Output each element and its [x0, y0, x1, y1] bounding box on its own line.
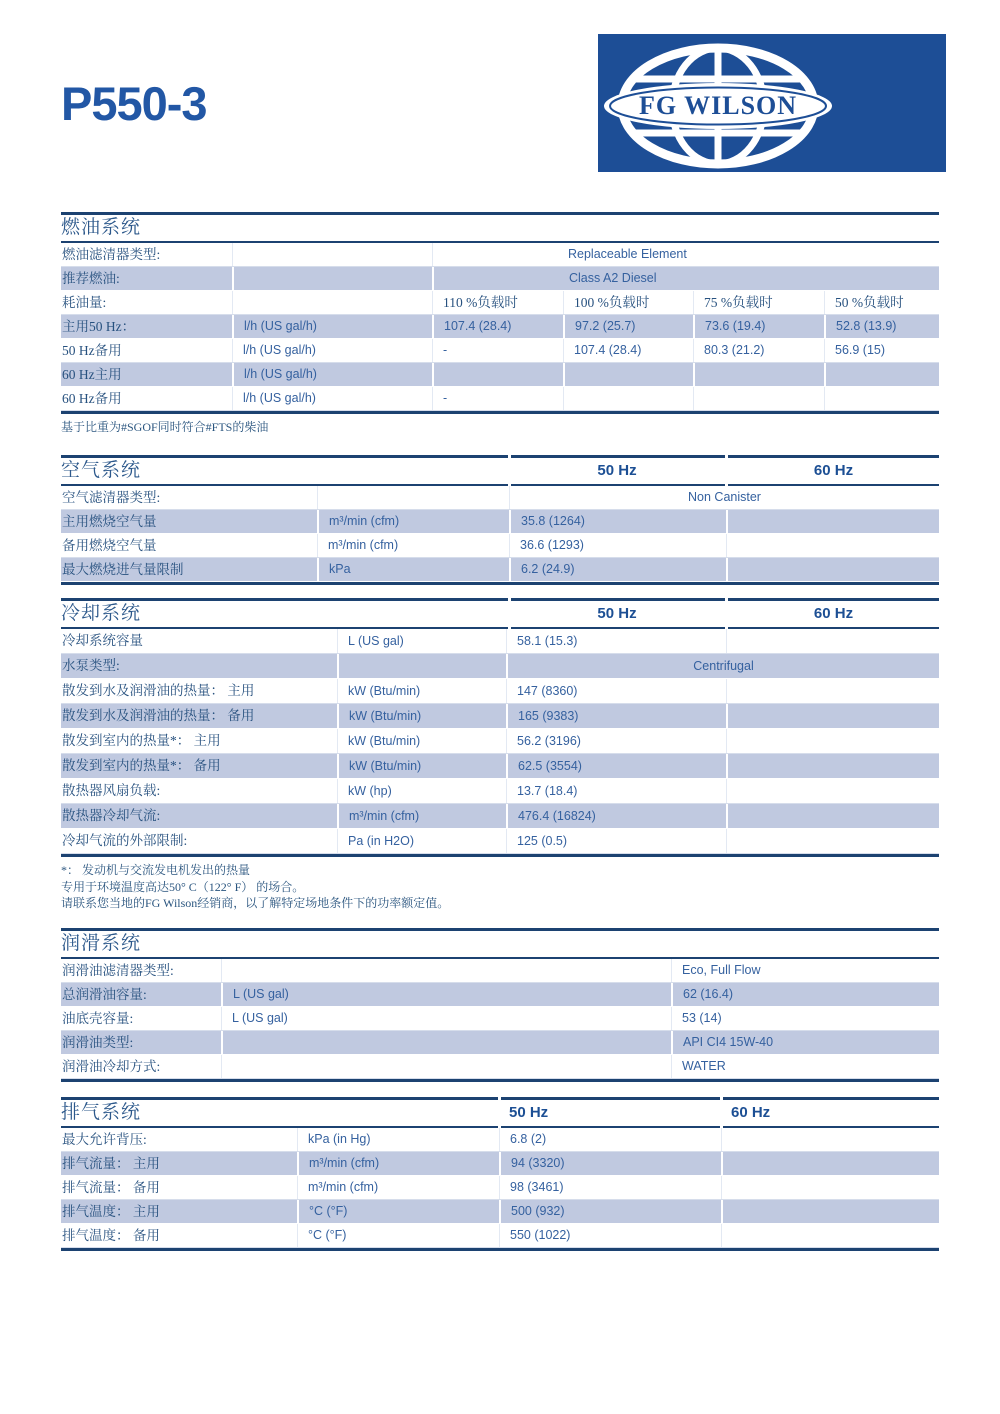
table-row: [61, 534, 939, 558]
unit-cell: kW (Btu/min): [337, 754, 506, 778]
value-cell: 73.6 (19.4): [693, 315, 824, 338]
value-cell: [726, 558, 939, 581]
unit-cell: L (US gal): [221, 1007, 671, 1030]
row-label: 主用50 Hz：: [62, 319, 136, 334]
value-cell: [824, 363, 939, 386]
unit-cell: kPa (in Hg): [297, 1128, 499, 1151]
lubrication-system-section: [61, 928, 939, 1082]
table-row: [61, 1128, 939, 1152]
unit-cell: kPa: [317, 558, 509, 581]
value-cell: [726, 510, 939, 533]
unit-cell: kW (Btu/min): [337, 704, 506, 728]
value-cell: [721, 1224, 939, 1247]
value-cell: [721, 1152, 939, 1175]
fuel-table: [61, 243, 939, 411]
value-cell: 550 (1022): [499, 1224, 721, 1247]
table-row: [61, 829, 939, 854]
value-cell: 476.4 (16824): [506, 804, 726, 828]
table-row: [61, 558, 939, 582]
table-row: [61, 339, 939, 363]
lubrication-table: [61, 959, 939, 1079]
logo-text: FG WILSON: [638, 91, 798, 120]
value-cell: Class A2 Diesel: [432, 267, 939, 290]
value-cell: [726, 754, 939, 778]
table-footnote: *： 发动机与交流发电机发出的热量: [61, 863, 251, 877]
unit-cell: [337, 654, 506, 678]
value-cell: [726, 804, 939, 828]
value-cell: 125 (0.5): [506, 829, 726, 853]
value-cell: 107.4 (28.4): [563, 339, 693, 362]
row-label: 主用燃烧空气量: [62, 514, 157, 529]
table-row: [61, 679, 939, 704]
value-cell: 147 (8360): [506, 679, 726, 703]
content-area: [61, 0, 939, 1414]
value-cell: [726, 679, 939, 703]
table-footnote: 专用于环境温度高达50° C（122° F） 的场合。: [61, 879, 305, 894]
table-row: [61, 804, 939, 829]
table-row: [61, 363, 939, 387]
value-cell: 98 (3461): [499, 1176, 721, 1199]
row-label: 冷却系统容量: [62, 633, 143, 648]
divider: [61, 1248, 939, 1251]
value-cell: [726, 534, 939, 557]
table-row: [61, 1200, 939, 1224]
section-title: 排气系统: [61, 1102, 142, 1123]
table-row: [61, 983, 939, 1007]
table-row: [61, 1224, 939, 1248]
row-label: 水泵类型:: [62, 658, 120, 673]
value-cell: [721, 1176, 939, 1199]
divider: [61, 854, 939, 857]
row-label: 散发到水及润滑油的热量： 备用: [62, 708, 255, 723]
column-header-60hz: 60 Hz: [813, 462, 854, 479]
value-cell: [693, 363, 824, 386]
unit-cell: [232, 267, 432, 290]
exhaust-system-section: [61, 1097, 939, 1251]
unit-cell: kW (hp): [337, 779, 506, 803]
unit-cell: [221, 1031, 671, 1054]
column-header-50hz: 50 Hz: [509, 1104, 549, 1121]
value-cell: 110 %负载时: [432, 291, 563, 314]
table-footnote: 请联系您当地的FG Wilson经销商，以了解特定场地条件下的功率额定值。: [61, 896, 450, 910]
row-label: 60 Hz主用: [62, 367, 122, 382]
table-row: [61, 1007, 939, 1031]
table-row: [61, 1176, 939, 1200]
value-cell: Replaceable Element: [432, 243, 939, 266]
value-cell: 35.8 (1264): [509, 510, 726, 533]
row-label: 散发到室内的热量*： 备用: [62, 758, 221, 773]
row-label: 60 Hz备用: [62, 391, 122, 406]
unit-cell: [317, 486, 509, 509]
table-row: [61, 959, 939, 983]
table-row: [61, 729, 939, 754]
value-cell: 165 (9383): [506, 704, 726, 728]
value-cell: 107.4 (28.4): [432, 315, 563, 338]
value-cell: 50 %负载时: [824, 291, 939, 314]
row-label: 润滑油冷却方式:: [62, 1059, 161, 1074]
section-title: 空气系统: [61, 460, 142, 481]
value-cell: Centrifugal: [506, 654, 939, 678]
value-cell: 80.3 (21.2): [693, 339, 824, 362]
value-cell: 56.2 (3196): [506, 729, 726, 753]
section-title: 燃油系统: [61, 217, 142, 238]
value-cell: 62.5 (3554): [506, 754, 726, 778]
value-cell: Eco, Full Flow: [671, 959, 939, 982]
value-cell: [721, 1200, 939, 1223]
value-cell: 94 (3320): [499, 1152, 721, 1175]
cooling-table: [61, 629, 939, 854]
value-cell: [726, 829, 939, 853]
table-row: [61, 315, 939, 339]
value-cell: 500 (932): [499, 1200, 721, 1223]
table-row: [61, 1152, 939, 1176]
table-row: [61, 291, 939, 315]
value-cell: [726, 704, 939, 728]
table-row: [61, 779, 939, 804]
value-cell: [432, 363, 563, 386]
table-row: [61, 267, 939, 291]
unit-cell: L (US gal): [337, 629, 506, 653]
divider: [61, 1079, 939, 1082]
row-label: 最大允许背压:: [62, 1132, 147, 1147]
value-cell: [721, 1128, 939, 1151]
unit-cell: m³/min (cfm): [317, 510, 509, 533]
divider: [61, 582, 939, 585]
row-label: 排气流量： 备用: [62, 1180, 160, 1195]
table-row: [61, 704, 939, 729]
page-title: P550-3: [61, 77, 207, 130]
value-cell: 13.7 (18.4): [506, 779, 726, 803]
value-cell: 75 %负载时: [693, 291, 824, 314]
unit-cell: m³/min (cfm): [337, 804, 506, 828]
row-label: 排气温度： 主用: [62, 1204, 160, 1219]
table-row: [61, 1055, 939, 1079]
unit-cell: [232, 291, 432, 314]
unit-cell: °C (°F): [297, 1224, 499, 1247]
air-system-section: [61, 455, 939, 585]
table-row: [61, 1031, 939, 1055]
divider: [61, 411, 939, 414]
section-title: 润滑系统: [61, 933, 142, 954]
column-header-50hz: 50 Hz: [597, 462, 637, 479]
row-label: 散热器冷却气流:: [62, 808, 161, 823]
unit-cell: °C (°F): [297, 1200, 499, 1223]
table-footnote: 基于比重为#SGOF同时符合#FTS的柴油: [61, 420, 269, 434]
exhaust-table: [61, 1128, 939, 1248]
fuel-system-section: [61, 212, 939, 436]
unit-cell: kW (Btu/min): [337, 729, 506, 753]
row-label: 最大燃烧进气量限制: [62, 562, 184, 577]
value-cell: 97.2 (25.7): [563, 315, 693, 338]
row-label: 耗油量:: [62, 295, 107, 310]
value-cell: Non Canister: [509, 486, 939, 509]
value-cell: [563, 387, 693, 410]
unit-cell: l/h (US gal/h): [232, 315, 432, 338]
value-cell: [726, 629, 939, 653]
value-cell: [563, 363, 693, 386]
value-cell: 53 (14): [671, 1007, 939, 1030]
table-row: [61, 629, 939, 654]
value-cell: 56.9 (15): [824, 339, 939, 362]
unit-cell: kW (Btu/min): [337, 679, 506, 703]
row-label: 总润滑油容量:: [62, 987, 147, 1002]
row-label: 50 Hz备用: [62, 343, 122, 358]
row-label: 排气流量： 主用: [62, 1156, 160, 1171]
air-table: [61, 486, 939, 582]
value-cell: [726, 729, 939, 753]
unit-cell: L (US gal): [221, 983, 671, 1006]
row-label: 散发到室内的热量*： 主用: [62, 733, 221, 748]
unit-cell: l/h (US gal/h): [232, 387, 432, 410]
table-row: [61, 243, 939, 267]
unit-cell: [221, 959, 671, 982]
row-label: 润滑油滤清器类型:: [62, 963, 174, 978]
row-label: 推荐燃油:: [62, 271, 120, 286]
unit-cell: [221, 1055, 671, 1078]
value-cell: 6.8 (2): [499, 1128, 721, 1151]
column-header-50hz: 50 Hz: [597, 605, 637, 622]
table-row: [61, 754, 939, 779]
table-row: [61, 510, 939, 534]
table-row: [61, 486, 939, 510]
row-label: 燃油滤清器类型:: [62, 247, 161, 262]
value-cell: 62 (16.4): [671, 983, 939, 1006]
unit-cell: l/h (US gal/h): [232, 339, 432, 362]
row-label: 散发到水及润滑油的热量： 主用: [62, 683, 255, 698]
value-cell: 36.6 (1293): [509, 534, 726, 557]
value-cell: API CI4 15W-40: [671, 1031, 939, 1054]
row-label: 排气温度： 备用: [62, 1228, 160, 1243]
section-title: 冷却系统: [61, 603, 142, 624]
value-cell: 52.8 (13.9): [824, 315, 939, 338]
unit-cell: m³/min (cfm): [297, 1152, 499, 1175]
value-cell: [693, 387, 824, 410]
value-cell: [824, 387, 939, 410]
unit-cell: m³/min (cfm): [317, 534, 509, 557]
value-cell: -: [432, 339, 563, 362]
column-header-60hz: 60 Hz: [813, 605, 854, 622]
row-label: 散热器风扇负载:: [62, 783, 161, 798]
value-cell: 58.1 (15.3): [506, 629, 726, 653]
value-cell: 100 %负载时: [563, 291, 693, 314]
unit-cell: m³/min (cfm): [297, 1176, 499, 1199]
value-cell: [726, 779, 939, 803]
table-row: [61, 387, 939, 411]
column-header-60hz: 60 Hz: [731, 1104, 771, 1121]
value-cell: -: [432, 387, 563, 410]
value-cell: 6.2 (24.9): [509, 558, 726, 581]
row-label: 备用燃烧空气量: [62, 538, 157, 553]
unit-cell: l/h (US gal/h): [232, 363, 432, 386]
row-label: 冷却气流的外部限制:: [62, 833, 188, 848]
unit-cell: [232, 243, 432, 266]
row-label: 润滑油类型:: [62, 1035, 134, 1050]
value-cell: WATER: [671, 1055, 939, 1078]
cooling-system-section: [61, 598, 939, 912]
row-label: 油底壳容量:: [62, 1011, 134, 1026]
unit-cell: Pa (in H2O): [337, 829, 506, 853]
row-label: 空气滤清器类型:: [62, 490, 161, 505]
table-row: [61, 654, 939, 679]
